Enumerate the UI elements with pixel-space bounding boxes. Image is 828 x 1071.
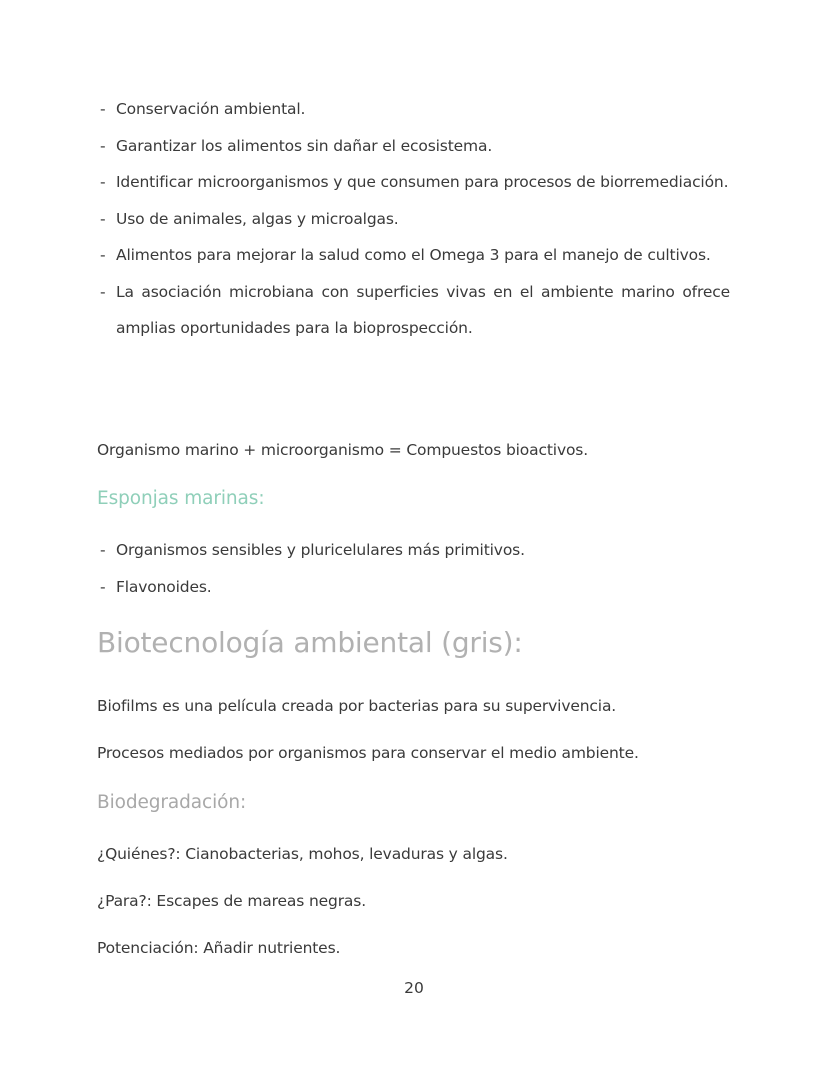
list-item: - Alimentos para mejorar la salud como el Omega 3 para el manejo de cultivos. bbox=[97, 237, 730, 274]
list-item: - La asociación microbiana con superficies vivas en el ambiente marino ofrece amplias oportunidades para la bioprospección. bbox=[97, 274, 730, 347]
page-number: 20 bbox=[404, 979, 424, 997]
processes-paragraph: Procesos mediados por organismos para conservar el medio ambiente. bbox=[97, 744, 639, 762]
list-item: - Identificar microorganismos y que consumen para procesos de biorremediación. bbox=[97, 164, 730, 201]
list-item: - Garantizar los alimentos sin dañar el ecosistema. bbox=[97, 128, 730, 165]
biofilms-paragraph: Biofilms es una película creada por bacterias para su supervivencia. bbox=[97, 697, 617, 715]
list-item: - Conservación ambiental. bbox=[97, 91, 730, 128]
list-item: - Uso de animales, algas y microalgas. bbox=[97, 201, 730, 238]
enhancement-paragraph: Potenciación: Añadir nutrientes. bbox=[97, 939, 341, 957]
list-item: - Flavonoides. bbox=[97, 569, 730, 606]
biodegradation-heading: Biodegradación: bbox=[97, 792, 247, 813]
purpose-paragraph: ¿Para?: Escapes de mareas negras. bbox=[97, 892, 366, 910]
who-paragraph: ¿Quiénes?: Cianobacterias, mohos, levaduras y algas. bbox=[97, 845, 508, 863]
section-heading: Biotecnología ambiental (gris): bbox=[97, 626, 523, 659]
list-item: - Organismos sensibles y pluricelulares más primitivos. bbox=[97, 532, 730, 569]
sponges-heading: Esponjas marinas: bbox=[97, 488, 265, 509]
formula-text: Organismo marino + microorganismo = Compuestos bioactivos. bbox=[97, 441, 589, 459]
sponges-list bbox=[97, 532, 730, 605]
marine-benefits-list bbox=[97, 91, 730, 347]
